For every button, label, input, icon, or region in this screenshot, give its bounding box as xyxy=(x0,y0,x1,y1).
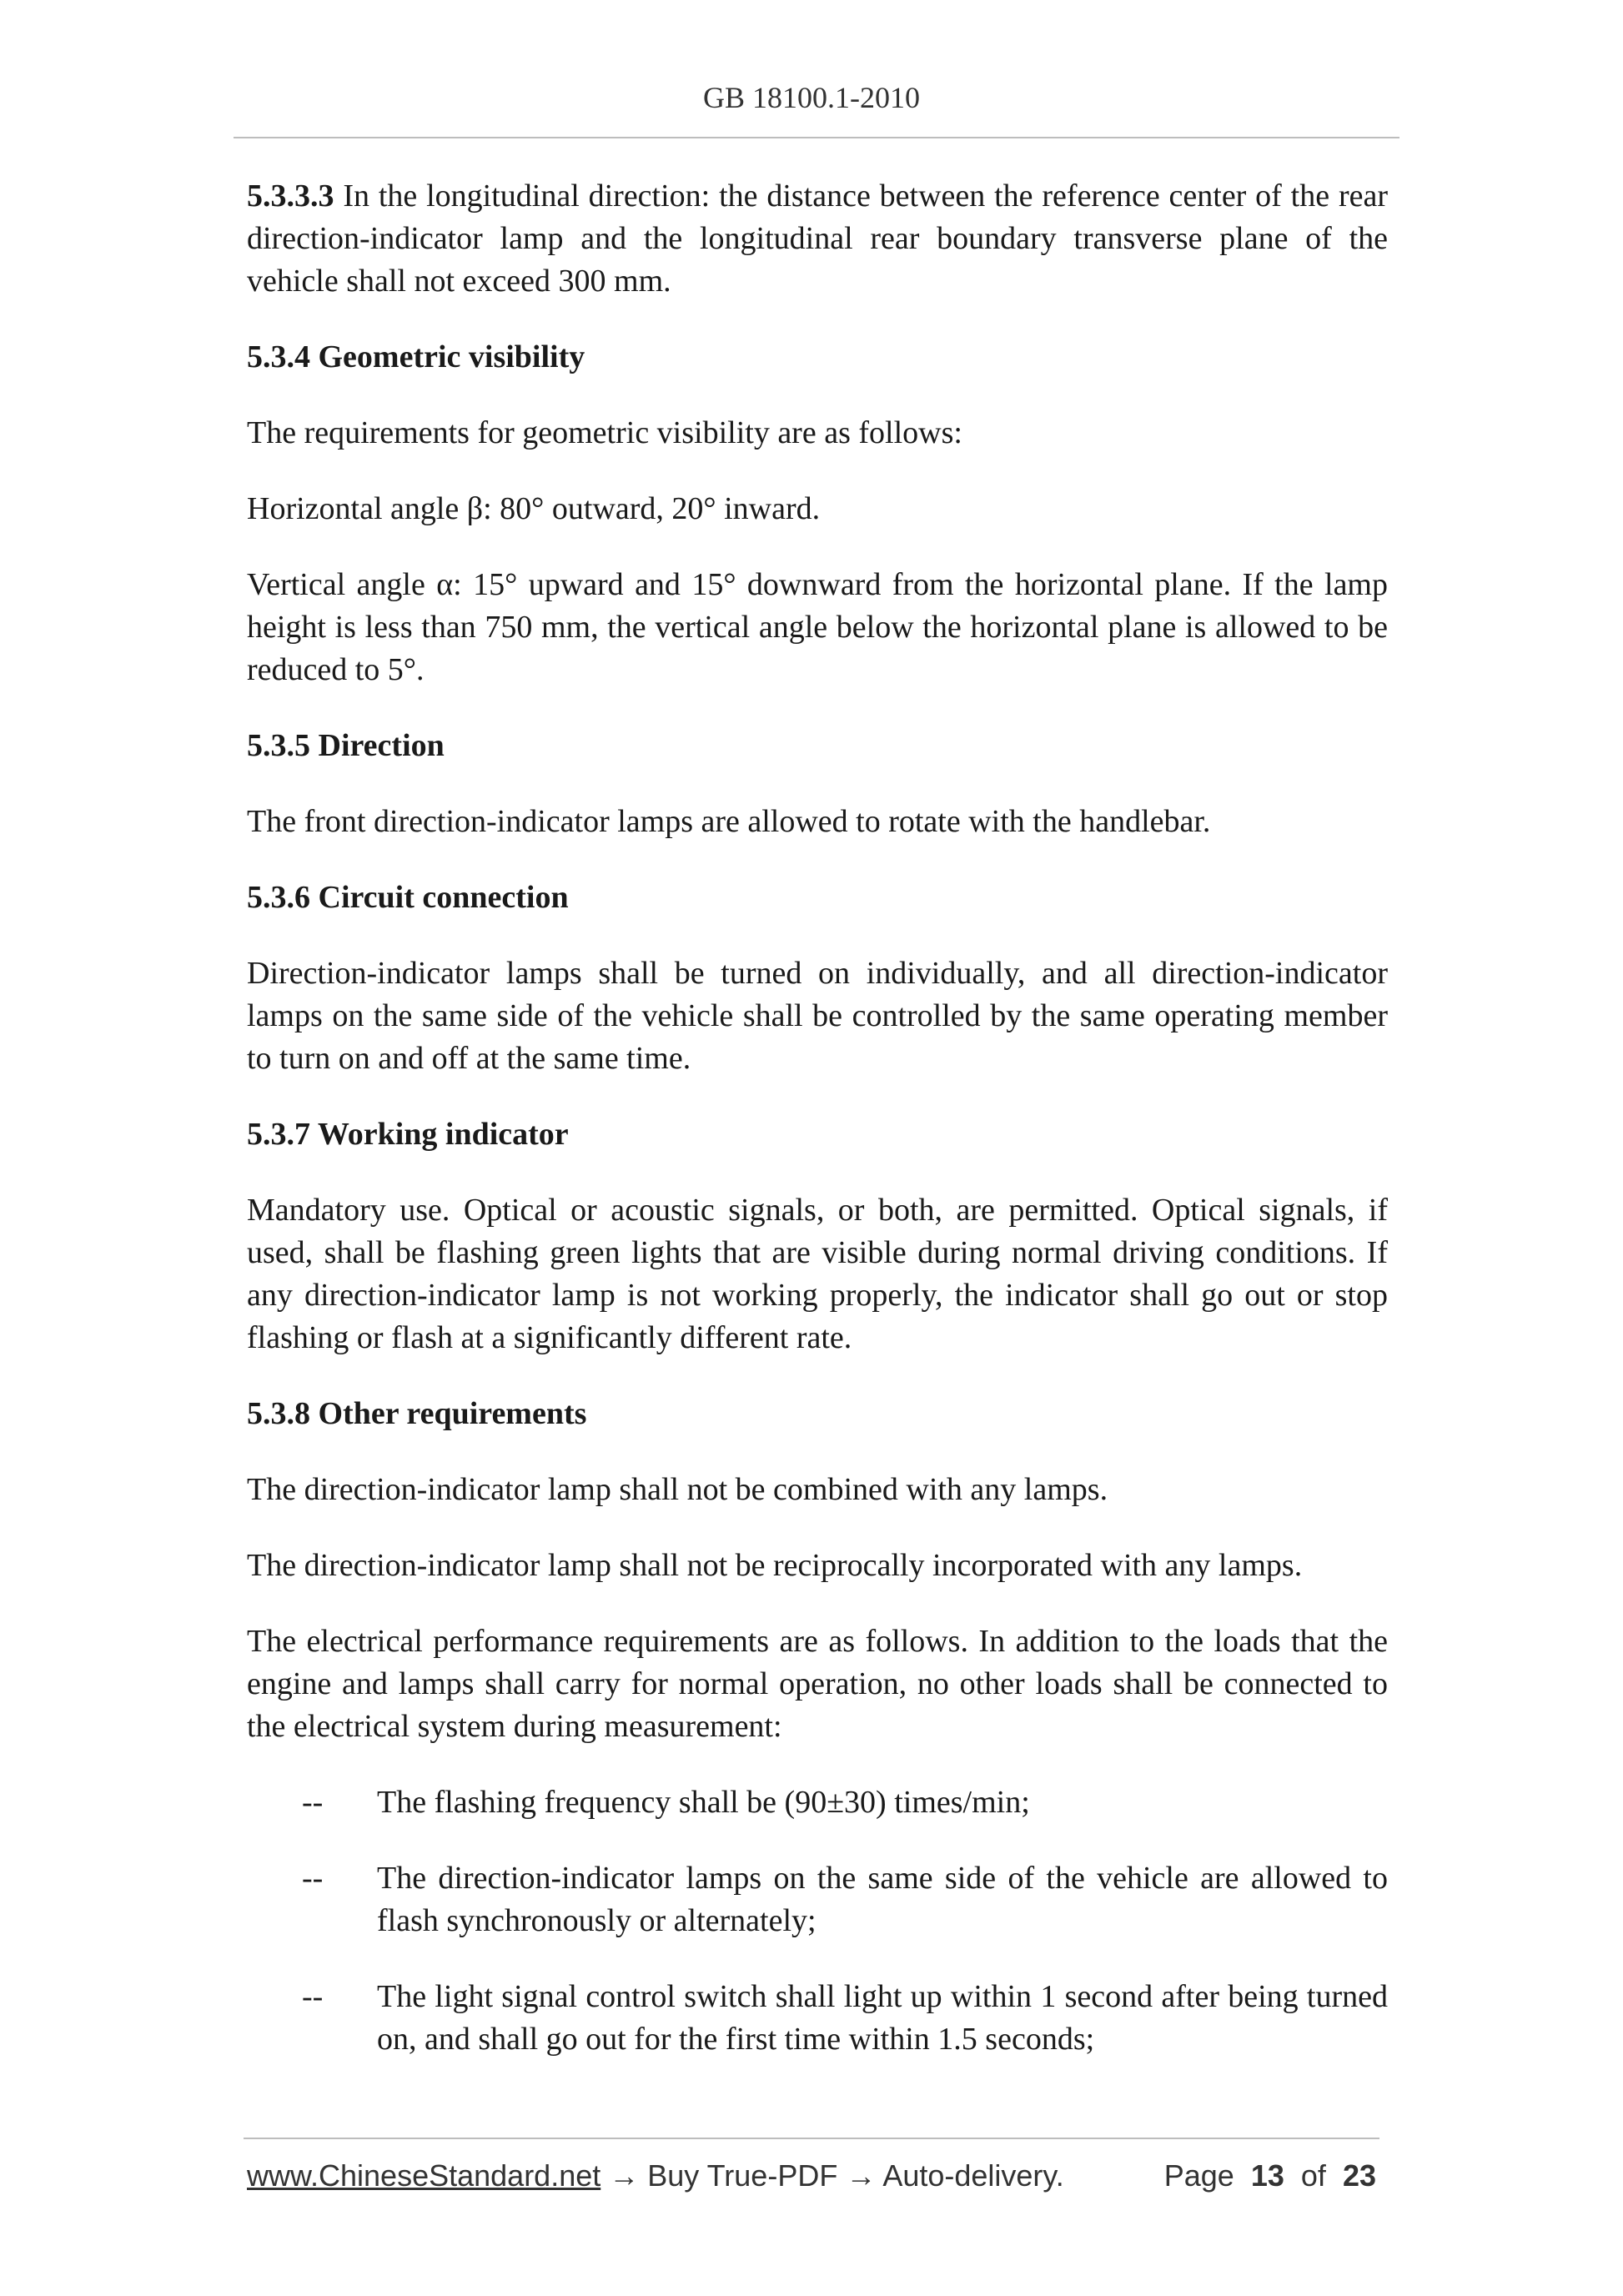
page-label: Page xyxy=(1163,2158,1234,2193)
footer-promo xyxy=(247,2158,1064,2193)
list-item xyxy=(247,1857,1388,1942)
section-heading-geometric-visibility: 5.3.4 Geometric visibility xyxy=(247,339,585,374)
list-item xyxy=(247,1781,1388,1824)
clause-5-3-3-3 xyxy=(247,175,1388,303)
document-body xyxy=(247,175,1388,2094)
paragraph: The direction-indicator lamp shall not be combined with any lamps. xyxy=(247,1472,1108,1507)
list-item-text: The light signal control switch shall light up within 1 second after being turned on, and shall go out for the first time within 1.5 seconds; xyxy=(377,1979,1388,2057)
clause-text: In the longitudinal direction: the distance between the reference center of the rear direction-indicator lamp and the longitudinal rear boundary transverse plane of the vehicle shall not exceed 300 mm. xyxy=(247,178,1388,299)
page-header-standard-id: GB 18100.1-2010 xyxy=(703,81,920,114)
requirements-list xyxy=(247,1781,1388,2061)
list-marker: -- xyxy=(302,1979,324,2014)
site-link[interactable]: www.ChineseStandard.net xyxy=(247,2158,601,2193)
list-item xyxy=(247,1976,1388,2061)
header-divider xyxy=(234,137,1399,138)
list-item-text: The flashing frequency shall be (90±30) times/min; xyxy=(377,1785,1030,1820)
paragraph: The direction-indicator lamp shall not be reciprocally incorporated with any lamps. xyxy=(247,1548,1303,1583)
page-current: 13 xyxy=(1250,2158,1284,2193)
page-total: 23 xyxy=(1342,2158,1376,2193)
paragraph-horizontal-angle: Horizontal angle β: 80° outward, 20° inward. xyxy=(247,491,821,526)
section-heading-circuit-connection: 5.3.6 Circuit connection xyxy=(247,880,569,915)
clause-number: 5.3.3.3 xyxy=(247,178,334,214)
paragraph: The front direction-indicator lamps are allowed to rotate with the handlebar. xyxy=(247,804,1211,839)
section-heading-other-requirements: 5.3.8 Other requirements xyxy=(247,1396,587,1431)
list-marker: -- xyxy=(302,1785,324,1820)
list-item-text: The direction-indicator lamps on the same side of the vehicle are allowed to flash synchronously or alternately; xyxy=(377,1861,1388,1938)
page-counter xyxy=(1164,2158,1376,2193)
paragraph: Mandatory use. Optical or acoustic signals, or both, are permitted. Optical signals, if used, shall be flashing green lights that are visible during normal driving conditions. If any direction-indicator lamp is not working properly, the indicator shall go out or stop flashing or flash at a significantly different rate. xyxy=(247,1193,1388,1355)
paragraph: Direction-indicator lamps shall be turned on individually, and all direction-indicator lamps on the same side of the vehicle shall be controlled by the same operating member to turn on and off at the same time. xyxy=(247,956,1388,1076)
section-heading-working-indicator: 5.3.7 Working indicator xyxy=(247,1117,569,1152)
paragraph: The electrical performance requirements are as follows. In addition to the loads that the engine and lamps shall carry for normal operation, no other loads shall be connected to the electrical system during measurement: xyxy=(247,1624,1388,1744)
list-marker: -- xyxy=(302,1861,324,1896)
footer-promo-text: → Buy True-PDF → Auto-delivery. xyxy=(600,2158,1064,2193)
section-heading-direction: 5.3.5 Direction xyxy=(247,728,445,763)
page-of: of xyxy=(1300,2158,1326,2193)
paragraph-vertical-angle: Vertical angle α: 15° upward and 15° downward from the horizontal plane. If the lamp height is less than 750 mm, the vertical angle below the horizontal plane is allowed to be reduced to 5°. xyxy=(247,567,1388,687)
footer-divider xyxy=(244,2138,1379,2139)
paragraph: The requirements for geometric visibility are as follows: xyxy=(247,415,962,450)
